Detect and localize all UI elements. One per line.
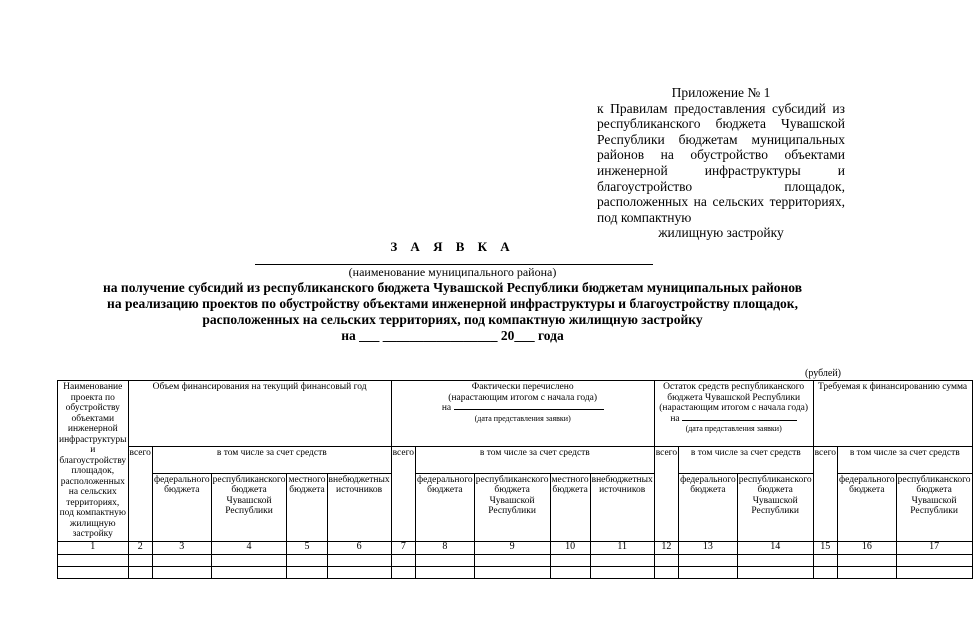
column-number: 4 bbox=[211, 541, 287, 554]
column-number: 17 bbox=[896, 541, 972, 554]
column-number: 7 bbox=[391, 541, 415, 554]
column-number: 2 bbox=[128, 541, 152, 554]
date-caption: (дата представления заявки) bbox=[474, 413, 571, 423]
republic-header: республиканского бюджета Чувашской Республики bbox=[211, 473, 287, 541]
total-header: всего bbox=[391, 447, 415, 542]
col-name-header: Наименование проекта по обустройству объектами инженерной инфраструктуры и благоустройству площадок, расположенных на сельских территориях, под компактную жилищную застройку bbox=[59, 382, 127, 539]
column-number: 11 bbox=[590, 541, 654, 554]
column-number: 6 bbox=[327, 541, 391, 554]
table-row bbox=[58, 554, 973, 566]
application-table bbox=[57, 380, 973, 579]
group-financing-header: Объем финансирования на текущий финансовый год bbox=[128, 381, 391, 447]
offbudget-header: внебюджетных источников bbox=[590, 473, 654, 541]
date-caption: (дата представления заявки) bbox=[685, 424, 782, 433]
column-number: 13 bbox=[679, 541, 738, 554]
subtitle-line: на реализацию проектов по обустройству объектами инженерной инфраструктуры и благоустройству площадок, bbox=[107, 296, 798, 311]
total-header: всего bbox=[813, 447, 837, 542]
column-number: 15 bbox=[813, 541, 837, 554]
column-number: 8 bbox=[416, 541, 475, 554]
form-title: З А Я В К А bbox=[390, 239, 515, 254]
column-numbers-row bbox=[58, 541, 973, 554]
column-number: 10 bbox=[550, 541, 590, 554]
total-header: всего bbox=[654, 447, 678, 542]
appendix-last-line: жилищную застройку bbox=[658, 225, 784, 241]
group-required-header: Требуемая к финансированию сумма bbox=[813, 381, 972, 447]
group-transferred-header bbox=[391, 381, 654, 447]
date-on-label: на bbox=[670, 413, 680, 424]
subtitle-date-line: на ___ _________________ 20___ года bbox=[341, 328, 564, 343]
table-row bbox=[58, 566, 973, 578]
column-number: 12 bbox=[654, 541, 678, 554]
federal-header: федерального бюджета bbox=[838, 473, 897, 541]
column-number: 1 bbox=[58, 541, 129, 554]
republic-header: республиканского бюджета Чувашской Республики bbox=[737, 473, 813, 541]
group-transferred-date bbox=[393, 403, 653, 414]
group-transferred-subtitle: (нарастающим итогом с начала года) bbox=[448, 392, 598, 403]
subtitle-line: на получение субсидий из республиканского бюджета Чувашской Республики бюджетам муниципальных районов bbox=[103, 280, 802, 295]
including-header: в том числе за счет средств bbox=[679, 447, 814, 474]
group-transferred-title: Фактически перечислено bbox=[471, 382, 574, 392]
total-header: всего bbox=[128, 447, 152, 542]
date-blank-line bbox=[682, 420, 797, 421]
including-header: в том числе за счет средств bbox=[838, 447, 973, 474]
appendix-block bbox=[597, 85, 845, 241]
appendix-title: Приложение № 1 bbox=[671, 85, 771, 100]
local-header: местного бюджета bbox=[287, 473, 327, 541]
appendix-text: к Правилам предоставления субсидий из республиканского бюджета Чувашской Республики бюджетам муниципальных районов на обустройство объектами инженерной инфраструктуры и благоустройство площадок, расположенных на сельских территориях, под компактную bbox=[597, 100, 845, 225]
column-number: 3 bbox=[152, 541, 211, 554]
units-label: (рублей) bbox=[805, 368, 842, 379]
including-header: в том числе за счет средств bbox=[152, 447, 391, 474]
municipality-label: (наименование муниципального района) bbox=[348, 265, 557, 279]
group-remainder-header bbox=[654, 381, 813, 447]
local-header: местного бюджета bbox=[550, 473, 590, 541]
group-remainder-title: Остаток средств республиканского бюджета Чувашской Республики (нарастающим итогом с начала года) bbox=[659, 382, 809, 413]
republic-header: республиканского бюджета Чувашской Республики bbox=[896, 473, 972, 541]
group-remainder-date bbox=[656, 414, 812, 425]
federal-header: федерального бюджета bbox=[679, 473, 738, 541]
column-number: 16 bbox=[838, 541, 897, 554]
column-number: 5 bbox=[287, 541, 327, 554]
column-number: 9 bbox=[474, 541, 550, 554]
column-number: 14 bbox=[737, 541, 813, 554]
federal-header: федерального бюджета bbox=[152, 473, 211, 541]
date-on-label: на bbox=[441, 403, 452, 413]
form-subtitle bbox=[0, 280, 905, 344]
subtitle-line: расположенных на сельских территориях, под компактную жилищную застройку bbox=[202, 312, 703, 327]
including-header: в том числе за счет средств bbox=[416, 447, 655, 474]
offbudget-header: внебюджетных источников bbox=[327, 473, 391, 541]
republic-header: республиканского бюджета Чувашской Республики bbox=[474, 473, 550, 541]
federal-header: федерального бюджета bbox=[416, 473, 475, 541]
date-blank-line bbox=[454, 409, 604, 410]
